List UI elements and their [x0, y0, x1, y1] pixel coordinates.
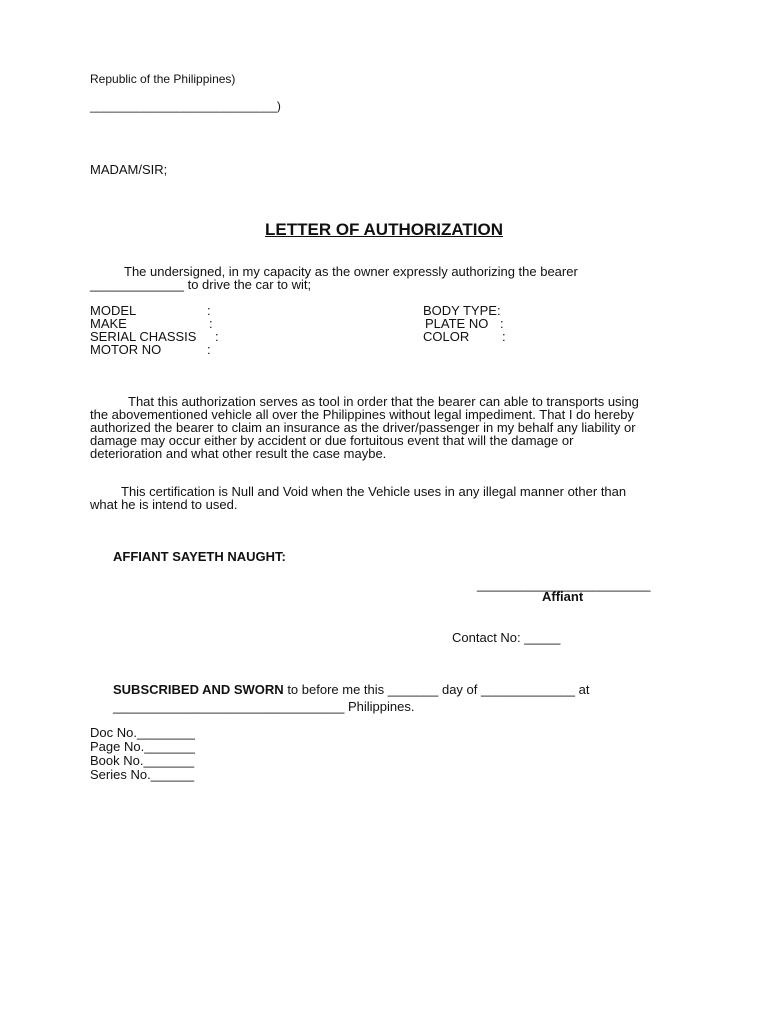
contact-number: Contact No: _____ — [452, 630, 561, 645]
republic-header: Republic of the Philippines) — [90, 72, 236, 86]
paragraph-line: This certification is Null and Void when the Vehicle uses in any illegal manner other than — [121, 484, 627, 499]
serial-chassis-label: SERIAL CHASSIS — [90, 329, 197, 344]
subscribed-sworn-rest: to before me this _______ day of _____________ at — [283, 682, 590, 697]
subscribed-sworn-bold: SUBSCRIBED AND SWORN — [113, 682, 284, 697]
plate-no-separator: : — [500, 316, 504, 331]
plate-no-label: PLATE NO — [425, 316, 489, 331]
letter-title: LETTER OF AUTHORIZATION — [265, 220, 503, 239]
affiant-label: Affiant — [542, 589, 584, 604]
paragraph-line: authorized the bearer to claim an insurance as the driver/passenger in my behalf any liability or — [90, 420, 636, 435]
sworn-place-line: ________________________________ Philippines. — [113, 699, 415, 714]
paragraph-line: what he is intend to used. — [90, 497, 238, 512]
affiant-sayeth-naught: AFFIANT SAYETH NAUGHT: — [113, 549, 286, 564]
paragraph-line: That this authorization serves as tool in order that the bearer can able to transports using — [128, 394, 639, 409]
serial-chassis-separator: : — [215, 329, 219, 344]
model-separator: : — [207, 303, 211, 318]
series-no: Series No.______ — [90, 767, 195, 782]
make-separator: : — [209, 316, 213, 331]
color-separator: : — [502, 329, 506, 344]
color-label: COLOR — [423, 329, 470, 344]
paragraph-line: deterioration and what other result the case maybe. — [90, 446, 387, 461]
paragraph-line: damage may occur either by accident or due fortuitous event that will the damage or — [90, 433, 574, 448]
make-label: MAKE — [90, 316, 127, 331]
salutation: MADAM/SIR; — [90, 162, 168, 177]
motor-no-separator: : — [207, 342, 211, 357]
subscribed-sworn-line — [113, 683, 589, 696]
paragraph-line: the abovementioned vehicle all over the Philippines without legal impediment. That I do hereby — [90, 407, 634, 422]
motor-no-label: MOTOR NO — [90, 342, 162, 357]
signature-line: ________________________ — [477, 577, 651, 592]
book-no: Book No._______ — [90, 753, 195, 768]
header-blank-line: ____________________________) — [90, 99, 281, 113]
doc-no: Doc No.________ — [90, 725, 195, 740]
intro-line-1: The undersigned, in my capacity as the owner expressly authorizing the bearer — [124, 264, 578, 279]
model-label: MODEL — [90, 303, 137, 318]
body-type-label: BODY TYPE: — [423, 303, 501, 318]
intro-line-2: _____________ to drive the car to wit; — [90, 277, 312, 292]
page-no: Page No._______ — [90, 739, 195, 754]
